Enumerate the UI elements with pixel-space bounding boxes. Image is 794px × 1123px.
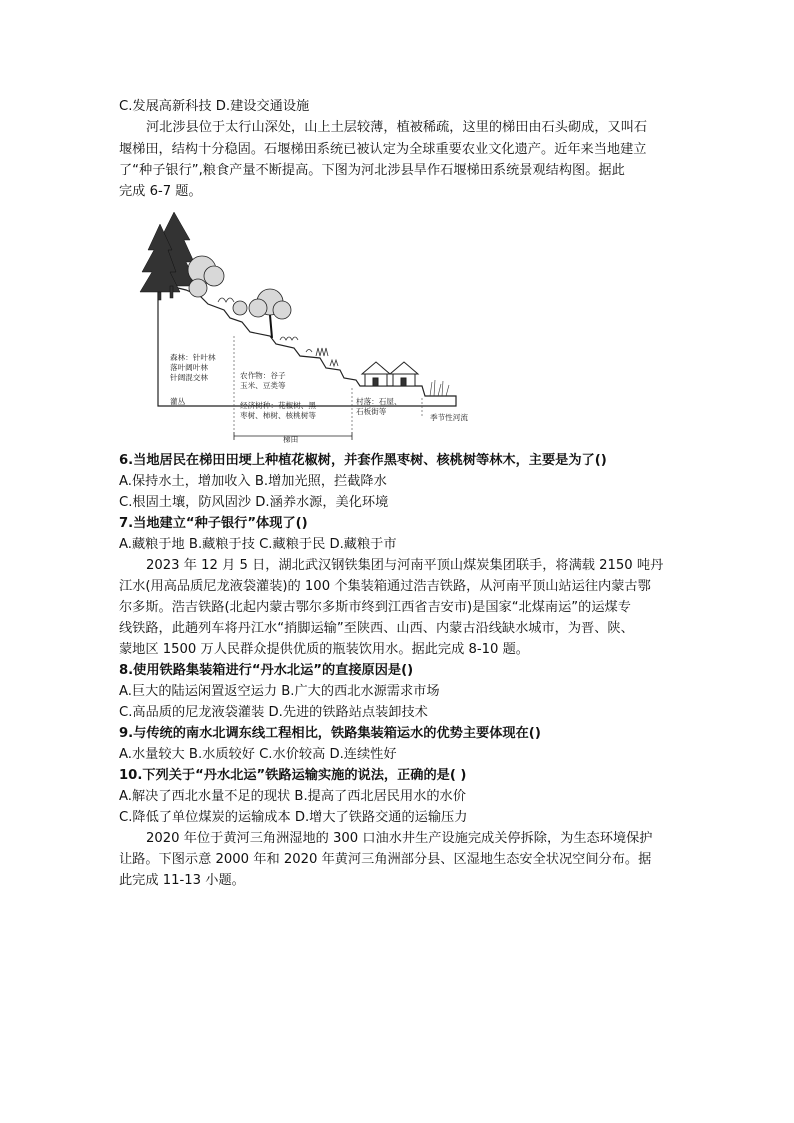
question-9-options: A.水量较大 B.水质较好 C.水价较高 D.连续性好: [119, 747, 397, 762]
village-houses-icon: [362, 362, 418, 386]
intro-paragraph-2-line: 线铁路，此趟列车将丹江水“捎脚运输”至陕西、山西、内蒙古沿线缺水城市，为晋、陕、: [119, 621, 634, 636]
question-7-options: A.藏粮于地 B.藏粮于技 C.藏粮于民 D.藏粮于市: [119, 537, 397, 552]
question-7-stem: 7.当地建立“种子银行”体现了(): [119, 516, 308, 531]
econ-trees-label-line: 经济树种：花椒树、黑: [240, 401, 316, 410]
crops-label-line: 玉米、豆类等: [240, 381, 286, 390]
forest-label-line: 森林：针叶林: [170, 353, 216, 362]
intro-paragraph-3-line: 此完成 11-13 小题。: [119, 873, 245, 888]
broadleaf-trees-icon: [188, 256, 291, 338]
village-label-line: 村落：石屋、: [356, 397, 402, 406]
intro-paragraph-2-line: 2023 年 12 月 5 日，湖北武汉钢铁集团与河南平顶山煤炭集团联手，将满载 2150 吨丹: [146, 558, 664, 573]
terrace-label: 梯田: [283, 435, 299, 444]
terrace-diagram: [130, 210, 490, 446]
intro-paragraph-1-line: 堰梯田，结构十分稳固。石堰梯田系统已被认定为全球重要农业文化遗产。近年来当地建立: [119, 142, 647, 157]
question-8-options-cd: C.高品质的尼龙液袋灌装 D.先进的铁路站点装卸技术: [119, 705, 428, 720]
river-label: 季节性河流: [430, 413, 468, 422]
question-10-options-ab: A.解决了西北水量不足的现状 B.提高了西北居民用水的水价: [119, 789, 466, 804]
econ-trees-label-line: 枣树、柿树、核桃树等: [240, 411, 316, 420]
intro-paragraph-3-line: 让路。下图示意 2000 年和 2020 年黄河三角洲部分县、区湿地生态安全状况空间分布。据: [119, 852, 652, 867]
intro-paragraph-1-line: 河北涉县位于太行山深处，山上土层较薄，植被稀疏，这里的梯田由石头砌成，又叫石: [146, 120, 648, 135]
question-6-options-ab: A.保持水土，增加收入 B.增加光照，拦截降水: [119, 474, 387, 489]
question-10-options-cd: C.降低了单位煤炭的运输成本 D.增大了铁路交通的运输压力: [119, 810, 468, 825]
intro-paragraph-3-line: 2020 年位于黄河三角洲湿地的 300 口油水井生产设施完成关停拆除，为生态环境保护: [146, 831, 653, 846]
forest-label-line: 落叶阔叶林: [170, 363, 208, 372]
crops-label-line: 农作物：谷子: [240, 371, 286, 380]
question-6-stem: 6.当地居民在梯田田埂上种植花椒树，并套作黑枣树、核桃树等林木，主要是为了(): [119, 453, 607, 468]
village-label-line: 石板街等: [356, 407, 387, 416]
intro-paragraph-2-line: 江水(用高品质尼龙液袋灌装)的 100 个集装箱通过浩吉铁路，从河南平顶山站运往内蒙古鄂: [119, 579, 651, 594]
terrace-landscape-figure: [130, 210, 490, 446]
intro-paragraph-1-line: 了“种子银行”,粮食产量不断提高。下图为河北涉县旱作石堰梯田系统景观结构图。据此: [119, 163, 625, 178]
question-8-options-ab: A.巨大的陆运闲置返空运力 B.广大的西北水源需求市场: [119, 684, 440, 699]
question-9-stem: 9.与传统的南水北调东线工程相比，铁路集装箱运水的优势主要体现在(): [119, 726, 541, 741]
question-6-options-cd: C.根固土壤，防风固沙 D.涵养水源，美化环境: [119, 495, 389, 510]
prev-options: C.发展高新科技 D.建设交通设施: [119, 99, 310, 114]
forest-label-line: 针阔混交林: [170, 373, 208, 382]
intro-paragraph-2-line: 蒙地区 1500 万人民群众提供优质的瓶装饮用水。据此完成 8-10 题。: [119, 642, 529, 657]
intro-paragraph-2-line: 尔多斯。浩吉铁路(北起内蒙古鄂尔多斯市终到江西省吉安市)是国家“北煤南运”的运煤专: [119, 600, 631, 615]
question-8-stem: 8.使用铁路集装箱进行“丹水北运”的直接原因是(): [119, 663, 414, 678]
slope-outline: [158, 280, 456, 406]
question-10-stem: 10.下列关于“丹水北运”铁路运输实施的说法，正确的是( ): [119, 768, 467, 783]
shrub-label: 灌丛: [170, 397, 186, 406]
intro-paragraph-1-line: 完成 6-7 题。: [119, 184, 202, 199]
riverside-grass-icon: [430, 380, 449, 396]
